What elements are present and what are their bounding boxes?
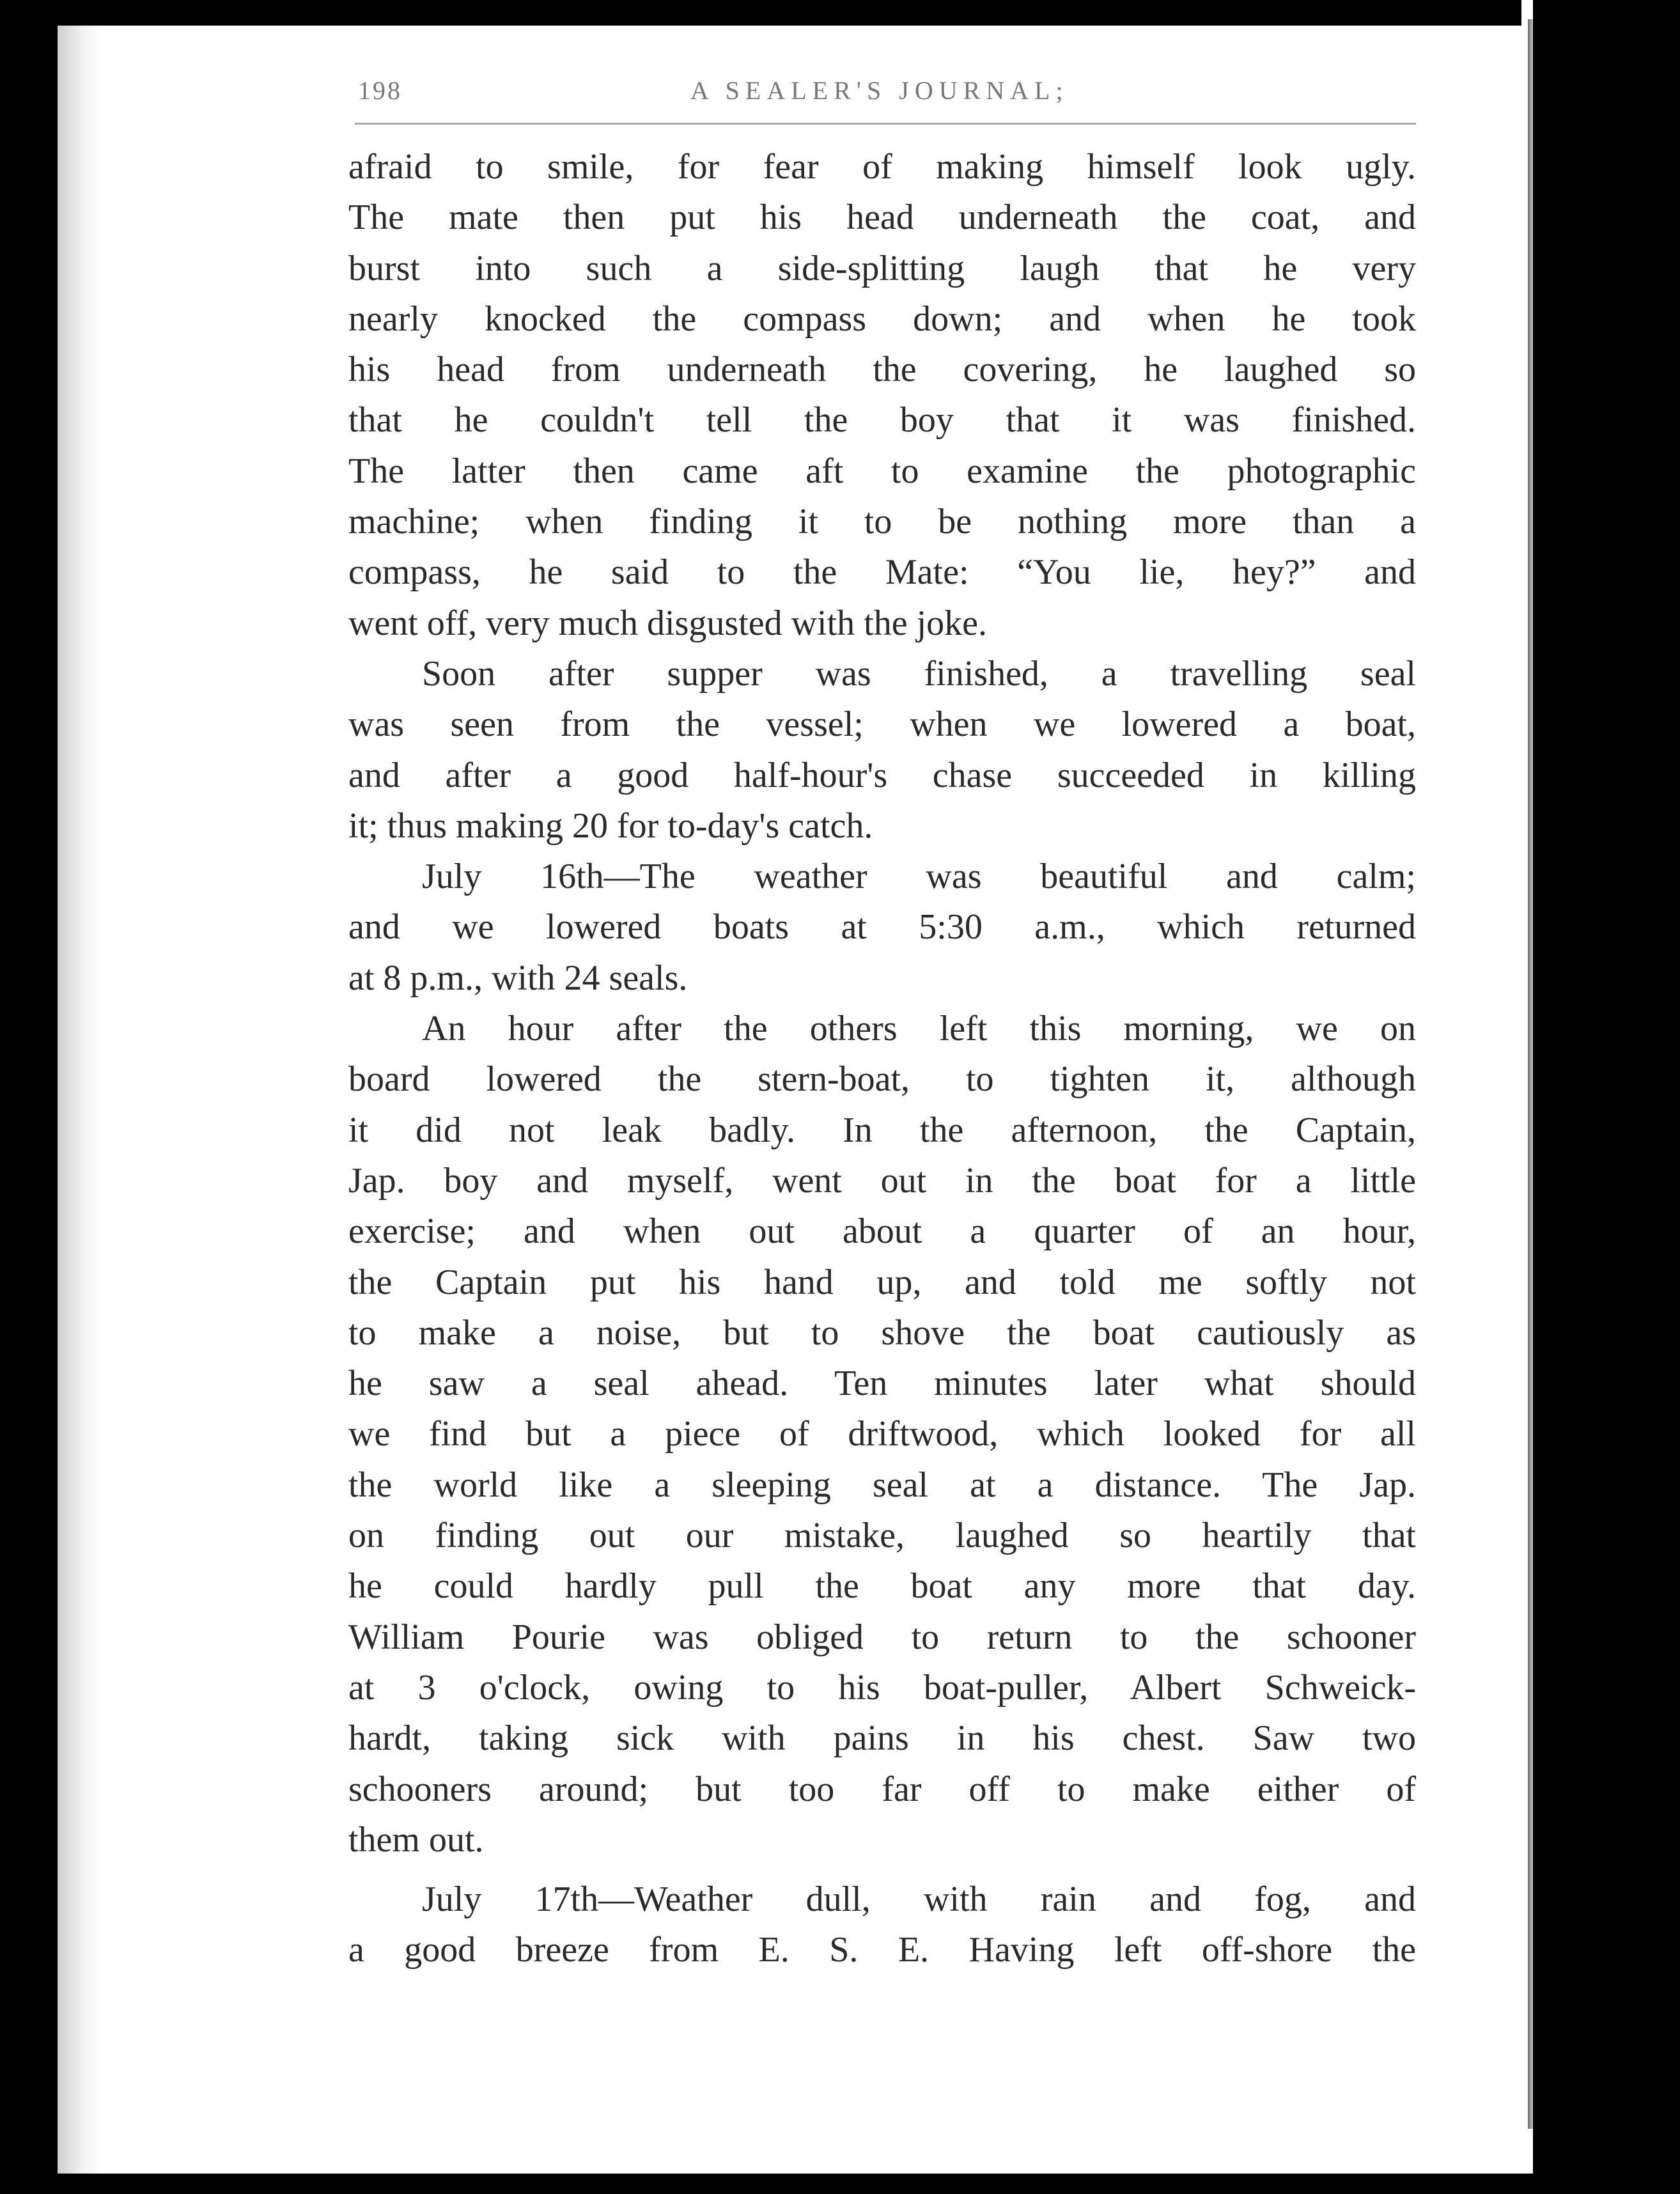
page-edge-line bbox=[1528, 19, 1533, 2129]
text-line: the Captain put his hand up, and told me softly not bbox=[348, 1262, 1416, 1302]
text-line: them out. bbox=[348, 1819, 484, 1860]
text-line: it; thus making 20 for to-day's catch. bbox=[348, 805, 873, 846]
text-line: at 8 p.m., with 24 seals. bbox=[348, 958, 688, 998]
text-line: burst into such a side-splitting laugh that he very bbox=[348, 248, 1416, 288]
text-line: Soon after supper was finished, a travelling seal bbox=[422, 653, 1416, 694]
page-number: 198 bbox=[358, 76, 402, 105]
running-header bbox=[358, 75, 1413, 127]
text-line: machine; when finding it to be nothing more than a bbox=[348, 502, 1416, 542]
text-line: a good breeze from E. S. E. Having left off-shore the bbox=[348, 1930, 1416, 1970]
gutter-shadow bbox=[58, 26, 102, 2174]
text-line: at 3 o'clock, owing to his boat-puller, Albert Schweick- bbox=[348, 1667, 1416, 1708]
text-line: July 17th—Weather dull, with rain and fog, and bbox=[422, 1879, 1416, 1920]
text-line: on finding out our mistake, laughed so heartily that bbox=[348, 1516, 1416, 1556]
scan-border bbox=[1533, 0, 1680, 2194]
running-title: A SEALER'S JOURNAL; bbox=[690, 76, 1069, 105]
text-line: Jap. boy and myself, went out in the boat for a little bbox=[348, 1160, 1416, 1201]
text-line: the world like a sleeping seal at a distance. The Jap. bbox=[348, 1465, 1416, 1505]
text-line: was seen from the vessel; when we lowered a boat, bbox=[348, 704, 1416, 745]
text-line: went off, very much disgusted with the joke. bbox=[348, 603, 988, 643]
text-line: An hour after the others left this morning, we on bbox=[422, 1009, 1416, 1049]
text-line: July 16th—The weather was beautiful and calm; bbox=[422, 857, 1416, 897]
text-line: it did not leak badly. In the afternoon, the Captain, bbox=[348, 1110, 1416, 1150]
text-line: hardt, taking sick with pains in his chest. Saw two bbox=[348, 1718, 1416, 1759]
text-line: schooners around; but too far off to make either of bbox=[348, 1769, 1416, 1809]
text-line: and we lowered boats at 5:30 a.m., which returned bbox=[348, 907, 1416, 947]
text-line: The latter then came aft to examine the photographic bbox=[348, 451, 1416, 491]
text-line: his head from underneath the covering, he laughed so bbox=[348, 350, 1416, 390]
text-line: board lowered the stern-boat, to tighten it, although bbox=[348, 1059, 1416, 1100]
text-line: to make a noise, but to shove the boat cautiously as bbox=[348, 1312, 1416, 1353]
text-line: William Pourie was obliged to return to the schooner bbox=[348, 1617, 1416, 1657]
text-line: he could hardly pull the boat any more that day. bbox=[348, 1566, 1416, 1607]
text-line: he saw a seal ahead. Ten minutes later what should bbox=[348, 1364, 1416, 1404]
text-line: nearly knocked the compass down; and when he took bbox=[348, 299, 1416, 339]
journal-text bbox=[348, 142, 1416, 1976]
header-rule bbox=[355, 123, 1416, 125]
text-line: that he couldn't tell the boy that it was finished. bbox=[348, 400, 1416, 440]
text-line: The mate then put his head underneath the coat, and bbox=[348, 198, 1416, 238]
text-line: compass, he said to the Mate: “You lie, hey?” and bbox=[348, 552, 1416, 593]
text-line: afraid to smile, for fear of making himself look ugly. bbox=[348, 147, 1416, 187]
text-line: exercise; and when out about a quarter of an hour, bbox=[348, 1211, 1416, 1252]
text-line: we find but a piece of driftwood, which looked for all bbox=[348, 1414, 1416, 1454]
text-line: and after a good half-hour's chase succeeded in killing bbox=[348, 755, 1416, 795]
